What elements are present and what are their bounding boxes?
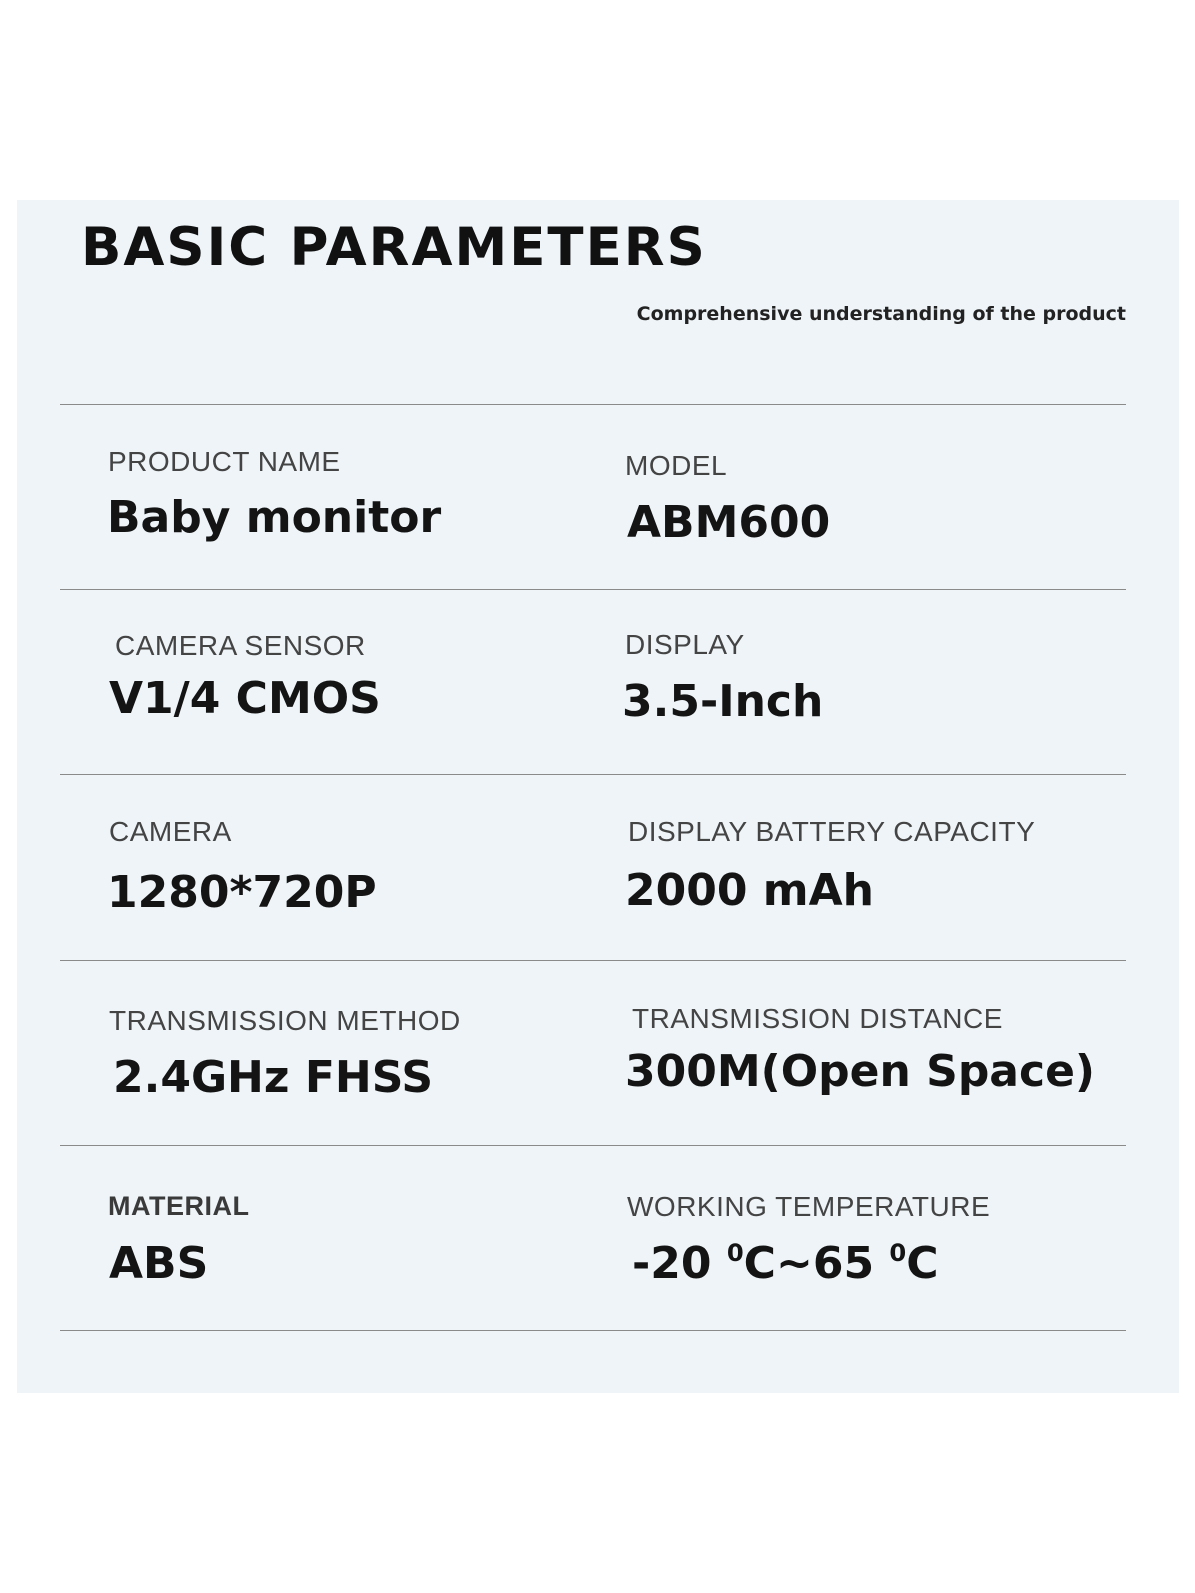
divider — [60, 774, 1126, 775]
spec-label-display: DISPLAY — [625, 629, 745, 660]
spec-label-camera-sensor: CAMERA SENSOR — [115, 630, 366, 661]
spec-value-camera: 1280*720P — [107, 867, 377, 918]
divider — [60, 1145, 1126, 1146]
temperature-unit: C — [743, 1238, 776, 1289]
spec-label-working-temperature: WORKING TEMPERATURE — [627, 1191, 991, 1222]
divider — [60, 404, 1126, 405]
degree-mark: 0 — [889, 1239, 907, 1268]
spec-label-camera: CAMERA — [109, 816, 232, 847]
temperature-separator: ~ — [775, 1238, 813, 1289]
page-subtitle: Comprehensive understanding of the product — [636, 303, 1126, 325]
spec-label-transmission-method: TRANSMISSION METHOD — [109, 1005, 461, 1036]
spec-label-product-name: PRODUCT NAME — [108, 446, 341, 477]
divider — [60, 960, 1126, 961]
spec-label-material: MATERIAL — [108, 1191, 250, 1221]
spec-value-transmission-distance: 300M(Open Space) — [625, 1046, 1096, 1097]
page-title: BASIC PARAMETERS — [81, 217, 707, 278]
spec-value-working-temperature — [632, 1238, 939, 1289]
spec-label-transmission-distance: TRANSMISSION DISTANCE — [632, 1003, 1003, 1034]
temperature-unit: C — [906, 1238, 939, 1289]
spec-value-transmission-method: 2.4GHz FHSS — [113, 1052, 434, 1103]
temperature-max: 65 — [812, 1238, 875, 1289]
spec-value-camera-sensor: V1/4 CMOS — [109, 673, 381, 724]
spec-value-product-name: Baby monitor — [107, 492, 442, 543]
spec-value-display-battery-capacity: 2000 mAh — [625, 865, 875, 916]
spec-value-material: ABS — [109, 1238, 209, 1289]
temperature-min: -20 — [632, 1238, 712, 1289]
spec-label-display-battery-capacity: DISPLAY BATTERY CAPACITY — [628, 816, 1036, 847]
divider — [60, 589, 1126, 590]
degree-mark: 0 — [726, 1239, 744, 1268]
divider — [60, 1330, 1126, 1331]
spec-value-display: 3.5-Inch — [622, 676, 824, 727]
spec-label-model: MODEL — [625, 450, 728, 481]
spec-value-model: ABM600 — [627, 497, 831, 548]
